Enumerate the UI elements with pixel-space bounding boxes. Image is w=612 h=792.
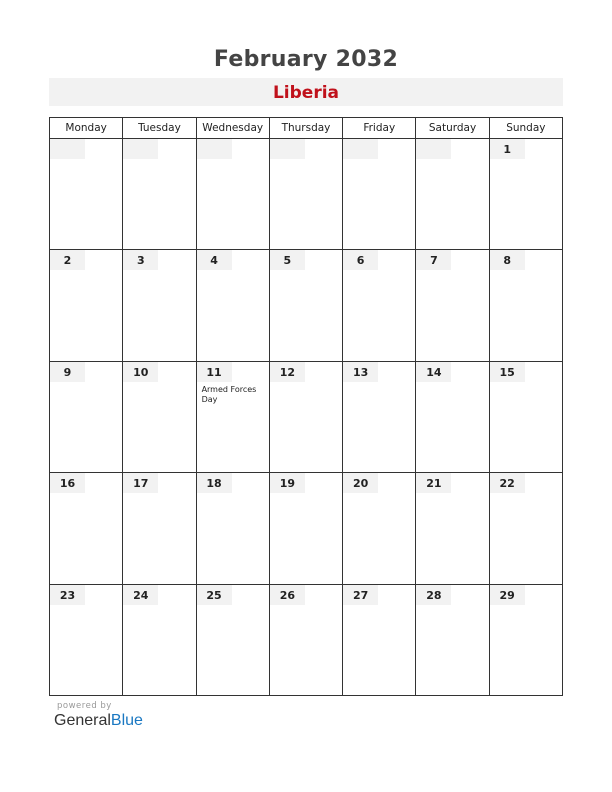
day-cell[interactable] <box>123 584 196 695</box>
day-number: 8 <box>490 250 525 270</box>
day-number: 18 <box>197 473 232 493</box>
day-cell[interactable] <box>196 139 269 250</box>
day-number: 11 <box>197 362 232 382</box>
day-cell[interactable] <box>269 139 342 250</box>
day-cell[interactable] <box>416 584 489 695</box>
day-cell[interactable] <box>269 361 342 472</box>
day-number: 23 <box>50 585 85 605</box>
day-cell[interactable] <box>416 139 489 250</box>
week-row <box>50 473 563 584</box>
week-row <box>50 584 563 695</box>
day-number <box>416 139 451 159</box>
day-number: 6 <box>343 250 378 270</box>
day-number: 16 <box>50 473 85 493</box>
day-number: 2 <box>50 250 85 270</box>
day-number: 19 <box>270 473 305 493</box>
day-number: 10 <box>123 362 158 382</box>
weekday-header-row <box>50 118 563 139</box>
weekday-header: Wednesday <box>196 118 269 139</box>
weekday-header: Friday <box>343 118 416 139</box>
day-cell[interactable] <box>50 250 123 361</box>
holiday-label: Armed Forces Day <box>201 384 257 404</box>
day-number: 3 <box>123 250 158 270</box>
weekday-header: Tuesday <box>123 118 196 139</box>
day-cell[interactable] <box>50 473 123 584</box>
day-cell[interactable] <box>489 473 562 584</box>
weekday-header: Saturday <box>416 118 489 139</box>
day-number <box>343 139 378 159</box>
day-number <box>50 139 85 159</box>
day-number: 26 <box>270 585 305 605</box>
day-cell[interactable] <box>416 361 489 472</box>
day-number: 27 <box>343 585 378 605</box>
day-cell[interactable] <box>123 250 196 361</box>
day-cell[interactable] <box>489 361 562 472</box>
day-cell[interactable] <box>343 250 416 361</box>
country-name: Liberia <box>49 78 563 106</box>
day-number: 21 <box>416 473 451 493</box>
calendar-body <box>50 139 563 696</box>
day-number: 28 <box>416 585 451 605</box>
day-number: 15 <box>490 362 525 382</box>
day-number: 29 <box>490 585 525 605</box>
day-cell[interactable] <box>50 139 123 250</box>
day-cell[interactable] <box>416 473 489 584</box>
day-cell[interactable] <box>489 584 562 695</box>
weekday-header: Thursday <box>269 118 342 139</box>
day-cell[interactable] <box>489 250 562 361</box>
day-cell[interactable] <box>416 250 489 361</box>
brand-name-blue: Blue <box>110 712 143 729</box>
brand-name-general: General <box>54 712 111 729</box>
day-cell[interactable] <box>489 139 562 250</box>
day-number: 1 <box>490 139 525 159</box>
day-number: 13 <box>343 362 378 382</box>
powered-by-text: powered by <box>57 701 112 711</box>
week-row <box>50 361 563 472</box>
day-cell[interactable] <box>269 473 342 584</box>
day-cell[interactable] <box>343 473 416 584</box>
day-cell[interactable] <box>343 361 416 472</box>
day-number: 9 <box>50 362 85 382</box>
weekday-header: Monday <box>50 118 123 139</box>
calendar-title: February 2032 <box>213 47 399 72</box>
day-number: 14 <box>416 362 451 382</box>
day-number: 24 <box>123 585 158 605</box>
calendar-grid <box>49 117 563 696</box>
day-number <box>197 139 232 159</box>
week-row <box>50 250 563 361</box>
day-cell[interactable] <box>123 361 196 472</box>
day-cell[interactable] <box>343 584 416 695</box>
week-row <box>50 139 563 250</box>
day-cell[interactable] <box>343 139 416 250</box>
day-number: 7 <box>416 250 451 270</box>
day-cell[interactable] <box>269 584 342 695</box>
day-number: 20 <box>343 473 378 493</box>
day-cell[interactable] <box>196 250 269 361</box>
day-number: 17 <box>123 473 158 493</box>
day-cell[interactable] <box>269 250 342 361</box>
day-cell[interactable] <box>50 584 123 695</box>
day-number <box>270 139 305 159</box>
day-cell[interactable] <box>50 361 123 472</box>
day-number: 4 <box>197 250 232 270</box>
weekday-header: Sunday <box>489 118 562 139</box>
brand-logo[interactable] <box>54 712 143 730</box>
day-number: 12 <box>270 362 305 382</box>
day-cell[interactable] <box>196 473 269 584</box>
day-cell[interactable] <box>196 361 269 472</box>
day-cell[interactable] <box>123 473 196 584</box>
day-cell[interactable] <box>123 139 196 250</box>
day-number: 5 <box>270 250 305 270</box>
day-number: 22 <box>490 473 525 493</box>
day-number <box>123 139 158 159</box>
day-number: 25 <box>197 585 232 605</box>
day-cell[interactable] <box>196 584 269 695</box>
